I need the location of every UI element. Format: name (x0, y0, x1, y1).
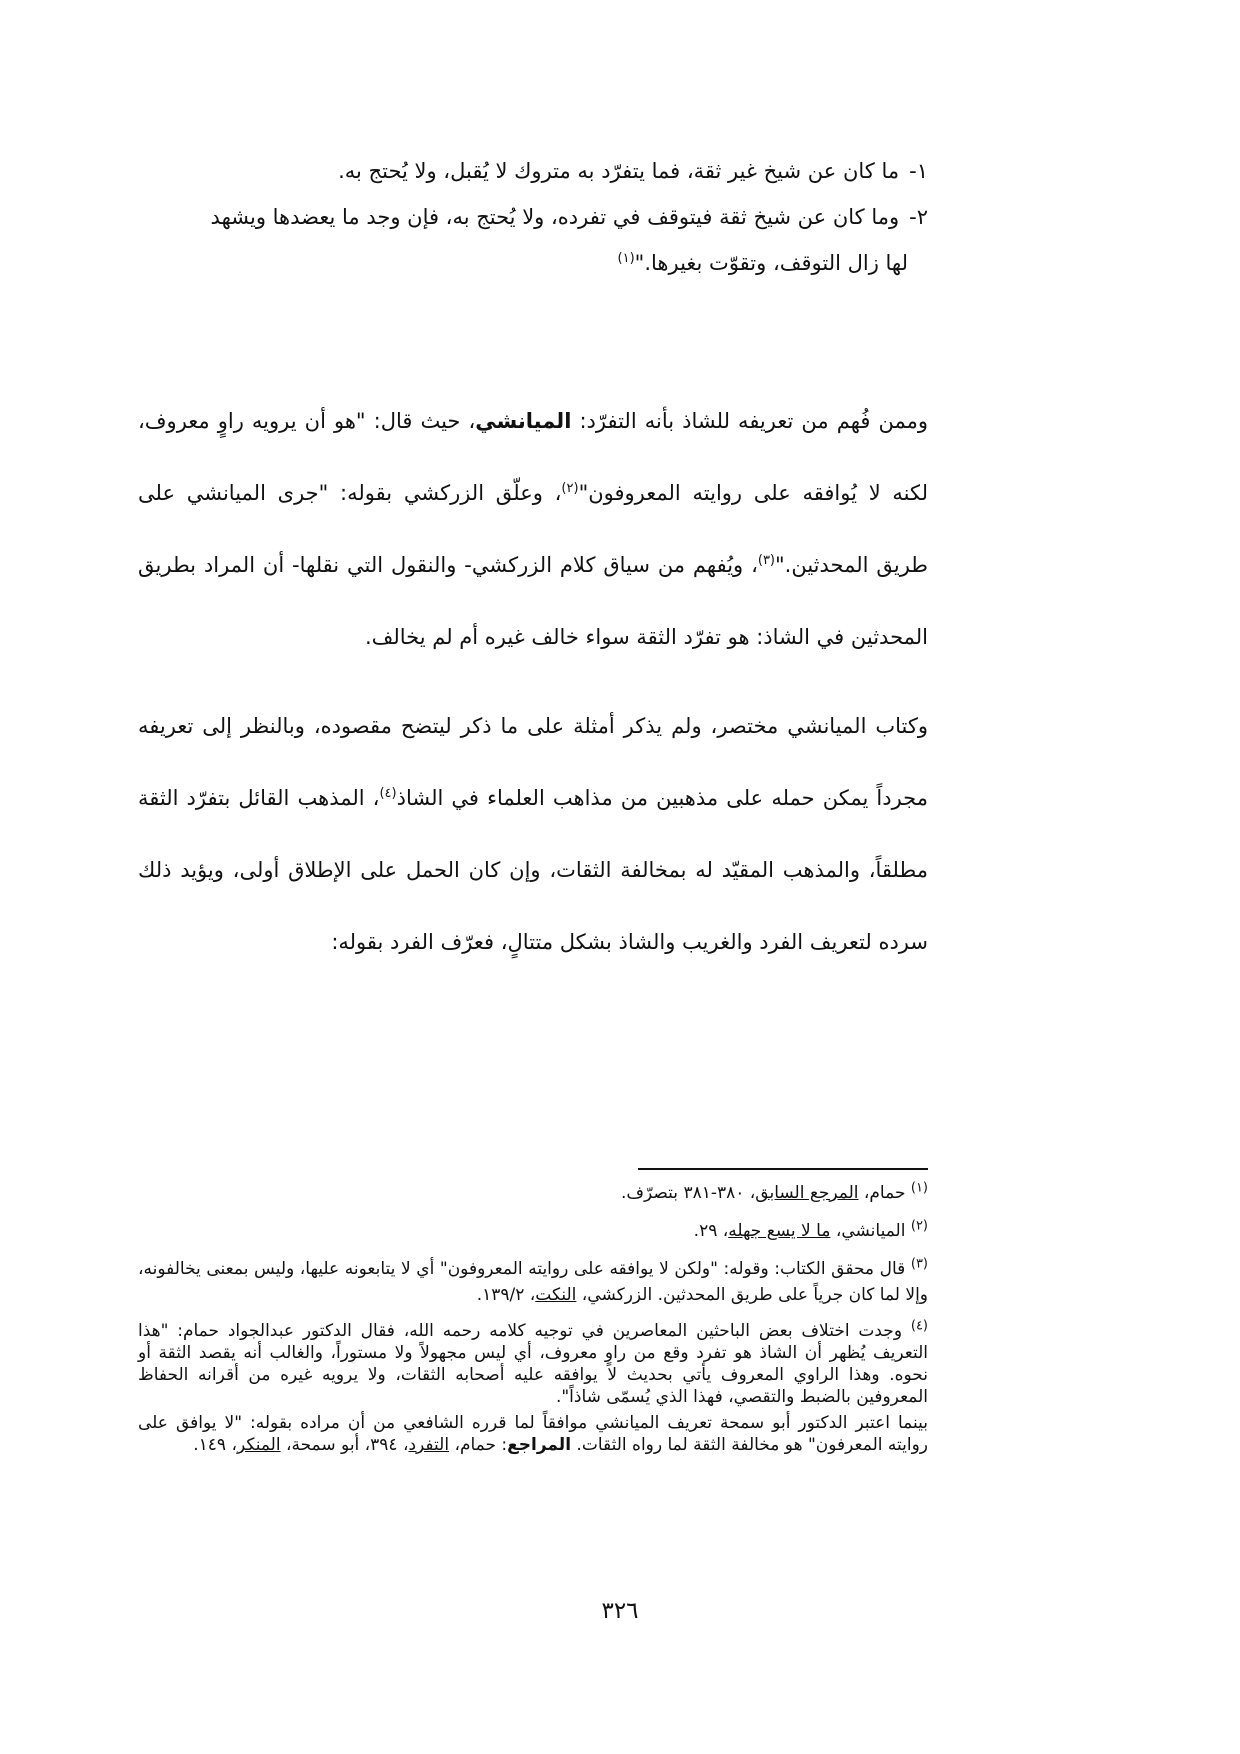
body-paragraph (138, 690, 928, 978)
source-title: ما لا يسع جهله (728, 1221, 831, 1241)
footnote-number: (٤) (910, 1318, 928, 1334)
footnote-ref[interactable]: (٤) (379, 786, 397, 801)
footnote-text: ، ١٣٩/٢. (476, 1285, 536, 1305)
list-item (138, 194, 928, 240)
footnote-text: ، ١٤٩. (193, 1435, 237, 1455)
footnote-text: ، ٣٨٠-٣٨١ بتصرّف. (621, 1183, 756, 1203)
footnote-separator (638, 1168, 928, 1170)
source-title: المنكر (236, 1435, 281, 1455)
text-run: ، المذهب القائل بتفرّد الثقة مطلقاً، والمذهب المقيّد له بمخالفة الثقات، وإن كان الحمل على الإطلاق أولى، ويؤيد ذلك سرده لتعريف الفرد والغريب والشاذ بشكل متتالٍ، فعرّف الفرد بقوله: (138, 786, 928, 954)
footnote-ref[interactable]: (١) (617, 251, 635, 266)
footnote (138, 1180, 928, 1206)
footnote-text: : حمام، (449, 1435, 508, 1455)
list-item-continuation (138, 240, 928, 286)
footnote-text: ، ٢٩. (693, 1221, 729, 1241)
text-run: وكتاب الميانشي مختصر، ولم يذكر أمثلة على ما ذكر ليتضح مقصوده، وبالنظر إلى تعريفه مجرداً يمكن حمله على مذهبين من مذاهب العلماء في الشاذ (138, 714, 928, 810)
text-run: ، ويُفهم من سياق كلام الزركشي- والنقول التي نقلها- أن المراد بطريق المحدثين في الشاذ: هو تفرّد الثقة سواء خالف غيره أم لم يخالف. (138, 553, 928, 649)
footnote-text: حمام، (858, 1183, 911, 1203)
page-number: ٣٢٦ (601, 1598, 639, 1624)
footnote-number: (٢) (910, 1218, 928, 1234)
source-title: التفرد (408, 1435, 450, 1455)
bold-term: المراجع (507, 1435, 572, 1455)
footnote-number: (٣) (910, 1256, 928, 1272)
footnote (138, 1218, 928, 1244)
bold-term: الميانشي (475, 409, 572, 433)
text-run: ، حيث قال: "هو أن يرويه راوٍ معروف، لكنه لا يُوافقه على روايته المعروفون" (138, 409, 928, 505)
text-run: وممن فُهم من تعريفه للشاذ بأنه التفرّد: (571, 409, 928, 433)
source-title: النكت (535, 1285, 577, 1305)
list-number: ٢- (909, 205, 928, 229)
text-run: ، وعلّق الزركشي بقوله: "جرى الميانشي على طريق المحدثين." (138, 481, 928, 577)
list-text: ما كان عن شيخ غير ثقة، فما يتفرّد به متروك لا يُقبل، ولا يُحتج به. (338, 159, 900, 183)
footnote-ref[interactable]: (٣) (757, 553, 775, 568)
footnotes (138, 1180, 928, 1460)
footnote-text: ، ٣٩٤، أبو سمحة، (280, 1435, 409, 1455)
footnote-text: بينما اعتبر الدكتور أبو سمحة تعريف الميانشي موافقاً لما قرره الشافعي من أن مراده بقوله: "لا يوافق على روايته المعرفون" هو مخالفة الثقة لما رواه الثقات. (138, 1413, 928, 1455)
footnote-continuation (138, 1412, 928, 1456)
footnote-number: (١) (910, 1180, 928, 1196)
list-text: لها زال التوقف، وتقوّت بغيرها." (634, 251, 908, 275)
source-title: المرجع السابق (755, 1183, 859, 1203)
footnote-text: وجدت اختلاف بعض الباحثين المعاصرين في توجيه كلامه رحمه الله، فقال الدكتور عبدالجواد حمام: "هذا التعريف يُظهر أن الشاذ هو تفرد وقع من راوٍ معروف، أي ليس مجهولاً ولا مستوراً، والغالب أنه يقصد الثقة أو نحوه. وهذا الراوي المعروف يأتي بحديث لا يوافقه عليه أصحابه الثقات، ولا يرويه غيره من أقرانه الحفاظ المعروفين بالضبط والتقصي، فهذا الذي يُسمّى شاذاً". (138, 1321, 928, 1407)
footnote (138, 1256, 928, 1308)
list-item (138, 148, 928, 194)
body-paragraph (138, 385, 928, 673)
footnote-text: الميانشي، (830, 1221, 911, 1241)
footnote (138, 1320, 928, 1408)
footnote-ref[interactable]: (٢) (561, 481, 579, 496)
footnote-text: قال محقق الكتاب: وقوله: "ولكن لا يوافقه على روايته المعروفون" أي لا يتابعونه عليها، وليس بمعنى يخالفونه، وإلا لما كان جرياً على طريق المحدثين. الزركشي، (138, 1259, 928, 1305)
list-number: ١- (909, 159, 928, 183)
list-text: وما كان عن شيخ ثقة فيتوقف في تفرده، ولا يُحتج به، فإن وجد ما يعضدها ويشهد (210, 205, 900, 229)
numbered-list (138, 148, 928, 286)
